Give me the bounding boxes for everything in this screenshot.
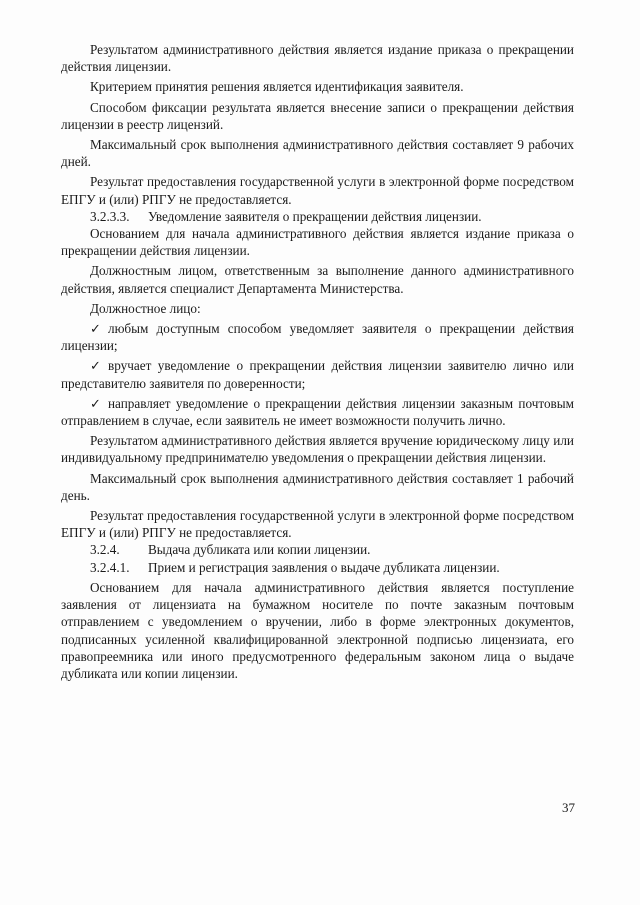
paragraph: Основанием для начала административного действия является издание приказа о прекращении действия лицензии. <box>61 226 574 259</box>
paragraph: Максимальный срок выполнения административного действия составляет 9 рабочих дней. <box>61 137 574 170</box>
section-heading-324 <box>61 541 574 558</box>
section-heading-3241 <box>61 559 574 576</box>
paragraph: Способом фиксации результата является внесение записи о прекращении действия лицензии в реестр лицензий. <box>61 99 574 132</box>
checklist-item <box>61 395 574 429</box>
checklist-item-text: вручает уведомление о прекращении действия лицензии заявителю лично или представителю заявителя по доверенности; <box>61 358 574 391</box>
paragraph: Результат предоставления государственной услуги в электронной форме посредством ЕПГУ и (или) РПГУ не предоставляется. <box>61 508 574 541</box>
section-heading-3233 <box>61 208 574 225</box>
paragraph: Результатом административного действия является издание приказа о прекращении действия лицензии. <box>61 42 574 75</box>
checklist-item <box>61 357 574 391</box>
section-number: 3.2.3.3. <box>90 208 130 224</box>
paragraph: Критерием принятия решения является идентификация заявителя. <box>90 79 464 95</box>
paragraph: Должностным лицом, ответственным за выполнение данного административного действия, является специалист Департамента Министерства. <box>61 263 574 296</box>
paragraph: Должностное лицо: <box>90 300 201 316</box>
checklist-item <box>61 320 574 354</box>
section-title: Прием и регистрация заявления о выдаче дубликата лицензии. <box>148 559 500 575</box>
section-title: Выдача дубликата или копии лицензии. <box>148 542 371 558</box>
page-number: 37 <box>562 800 575 815</box>
section-title: Уведомление заявителя о прекращении действия лицензии. <box>148 208 482 224</box>
page-content <box>61 41 574 682</box>
section-number: 3.2.4. <box>90 542 120 558</box>
paragraph: Максимальный срок выполнения административного действия составляет 1 рабочий день. <box>61 470 574 503</box>
paragraph: Результат предоставления государственной услуги в электронной форме посредством ЕПГУ и (или) РПГУ не предоставляется. <box>61 174 574 207</box>
section-number: 3.2.4.1. <box>90 559 130 575</box>
checklist-item-text: направляет уведомление о прекращении действия лицензии заказным почтовым отправлением в случае, если заявитель не имеет возможности получить лично. <box>61 395 574 429</box>
checkmark-icon: ✓ <box>90 321 102 337</box>
paragraph: Результатом административного действия является вручение юридическому лицу или индивидуальному предпринимателю уведомления о прекращении действия лицензии. <box>61 433 574 466</box>
checkmark-icon: ✓ <box>90 358 102 374</box>
checklist-item-text: любым доступным способом уведомляет заявителя о прекращении действия лицензии; <box>61 321 574 354</box>
checkmark-icon: ✓ <box>90 395 102 411</box>
paragraph: Основанием для начала административного действия является поступление заявления от лицензиата на бумажном носителе по почте заказным почтовым отправлением с уведомлением о вручении, либо в форме электронных документов, подписанных усиленной квалифицированной электронной подписью лицензиата, его правопреемника или иного предусмотренного федеральным законом лица о выдаче дубликата или копии лицензии. <box>61 579 574 681</box>
